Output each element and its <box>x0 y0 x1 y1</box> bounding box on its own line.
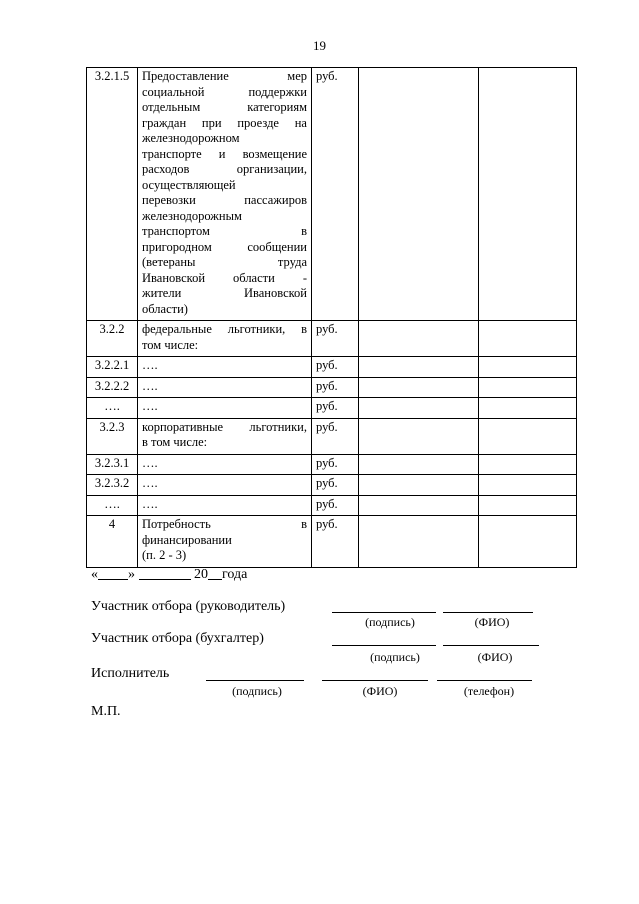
table-row <box>87 516 577 568</box>
executor-label: Исполнитель <box>91 666 170 681</box>
date-line <box>91 565 247 583</box>
table-row <box>87 68 577 321</box>
row-value-cell <box>479 321 577 357</box>
table-row <box>87 398 577 419</box>
row-value-cell <box>479 495 577 516</box>
row-description-line: транспортом в <box>142 224 307 238</box>
row-unit: руб. <box>312 495 359 516</box>
row-value-cell <box>479 454 577 475</box>
row-code: …. <box>87 398 138 419</box>
head-name-caption: (ФИО) <box>474 615 510 629</box>
row-description-line: (ветераны труда <box>142 255 307 269</box>
stamp-label: М.П. <box>91 704 121 719</box>
table-row <box>87 357 577 378</box>
row-code: 3.2.2.2 <box>87 377 138 398</box>
row-description <box>138 418 312 454</box>
row-description-line: железнодорожным <box>142 208 242 223</box>
accountant-name-caption: (ФИО) <box>477 650 513 664</box>
row-value-cell <box>479 68 577 321</box>
date-day-blank <box>98 565 128 580</box>
row-value-cell <box>359 398 479 419</box>
row-code: 3.2.3.1 <box>87 454 138 475</box>
row-value-cell <box>359 418 479 454</box>
row-description-line: пригородном сообщении <box>142 239 307 254</box>
row-value-cell <box>359 475 479 496</box>
accountant-name-line <box>443 645 539 646</box>
row-value-cell <box>359 495 479 516</box>
row-description-line: расходов организации, <box>142 162 307 176</box>
row-description-line: социальной поддержки <box>142 84 307 99</box>
row-description-line: граждан при проезде на <box>142 115 307 130</box>
row-unit: руб. <box>312 516 359 568</box>
row-description-line: том числе: <box>142 337 199 352</box>
row-code: 3.2.2.1 <box>87 357 138 378</box>
row-description <box>138 454 312 475</box>
executor-phone-caption: (телефон) <box>463 684 515 698</box>
row-code: 4 <box>87 516 138 568</box>
row-value-cell <box>359 454 479 475</box>
head-label: Участник отбора (руководитель) <box>91 599 286 614</box>
row-description-line: …. <box>142 378 158 393</box>
row-description-line: области) <box>142 301 188 316</box>
row-code: …. <box>87 495 138 516</box>
report-table <box>86 67 577 568</box>
row-description <box>138 357 312 378</box>
head-name-line <box>443 612 533 613</box>
row-value-cell <box>359 357 479 378</box>
date-year-prefix: 20 <box>194 567 208 582</box>
row-description-line: …. <box>142 358 158 372</box>
table-row <box>87 377 577 398</box>
row-description <box>138 398 312 419</box>
executor-name-line <box>322 680 428 681</box>
row-description-line: Ивановской области - <box>142 270 307 285</box>
row-description <box>138 321 312 357</box>
row-code: 3.2.2 <box>87 321 138 357</box>
date-close-quote: » <box>128 567 135 582</box>
row-description <box>138 377 312 398</box>
row-description-line: …. <box>142 399 158 413</box>
row-description-line: Предоставление мер <box>142 69 307 83</box>
accountant-label: Участник отбора (бухгалтер) <box>91 631 264 646</box>
row-description-line: (п. 2 - 3) <box>142 548 187 562</box>
date-month-blank <box>139 565 191 580</box>
row-value-cell <box>359 516 479 568</box>
row-description <box>138 516 312 568</box>
executor-name-caption: (ФИО) <box>362 684 398 698</box>
row-unit: руб. <box>312 454 359 475</box>
row-value-cell <box>359 68 479 321</box>
row-description-line: Потребность в <box>142 517 307 531</box>
row-unit: руб. <box>312 377 359 398</box>
page-number: 19 <box>313 38 326 53</box>
row-unit: руб. <box>312 68 359 321</box>
row-value-cell <box>359 377 479 398</box>
row-description-line: жители Ивановской <box>142 286 307 300</box>
row-unit: руб. <box>312 418 359 454</box>
row-description-line: …. <box>142 476 158 490</box>
row-unit: руб. <box>312 398 359 419</box>
executor-phone-line <box>437 680 532 681</box>
accountant-signature-caption: (подпись) <box>370 650 420 664</box>
date-suffix: года <box>222 567 248 582</box>
table-row <box>87 321 577 357</box>
row-description <box>138 475 312 496</box>
date-open-quote: « <box>91 567 98 582</box>
row-description-line: …. <box>142 455 158 470</box>
date-year-blank <box>208 565 222 580</box>
table-row <box>87 418 577 454</box>
row-code: 3.2.3 <box>87 418 138 454</box>
row-value-cell <box>479 377 577 398</box>
row-description <box>138 495 312 516</box>
head-signature-caption: (подпись) <box>365 615 415 629</box>
row-description-line: отдельным категориям <box>142 100 307 114</box>
row-value-cell <box>479 516 577 568</box>
row-value-cell <box>359 321 479 357</box>
row-value-cell <box>479 418 577 454</box>
row-description-line: корпоративные льготники, <box>142 419 307 434</box>
accountant-signature-line <box>332 645 436 646</box>
head-signature-line <box>332 612 436 613</box>
row-unit: руб. <box>312 357 359 378</box>
row-value-cell <box>479 398 577 419</box>
row-unit: руб. <box>312 475 359 496</box>
row-description-line: федеральные льготники, в <box>142 322 307 336</box>
row-description-line: финансировании <box>142 532 232 547</box>
table-row <box>87 495 577 516</box>
row-description-line: перевозки пассажиров <box>142 193 307 207</box>
row-description-line: …. <box>142 496 158 511</box>
row-code: 3.2.3.2 <box>87 475 138 496</box>
executor-signature-line <box>206 680 304 681</box>
row-description-line: в том числе: <box>142 435 208 449</box>
row-description-line: осуществляющей <box>142 177 236 192</box>
report-table-body <box>87 68 577 568</box>
table-row <box>87 454 577 475</box>
row-value-cell <box>479 475 577 496</box>
row-code: 3.2.1.5 <box>87 68 138 321</box>
row-unit: руб. <box>312 321 359 357</box>
row-description <box>138 68 312 321</box>
executor-signature-caption: (подпись) <box>232 684 282 698</box>
row-value-cell <box>479 357 577 378</box>
row-description-line: железнодорожном <box>142 131 240 145</box>
table-row <box>87 475 577 496</box>
row-description-line: транспорте и возмещение <box>142 146 307 161</box>
